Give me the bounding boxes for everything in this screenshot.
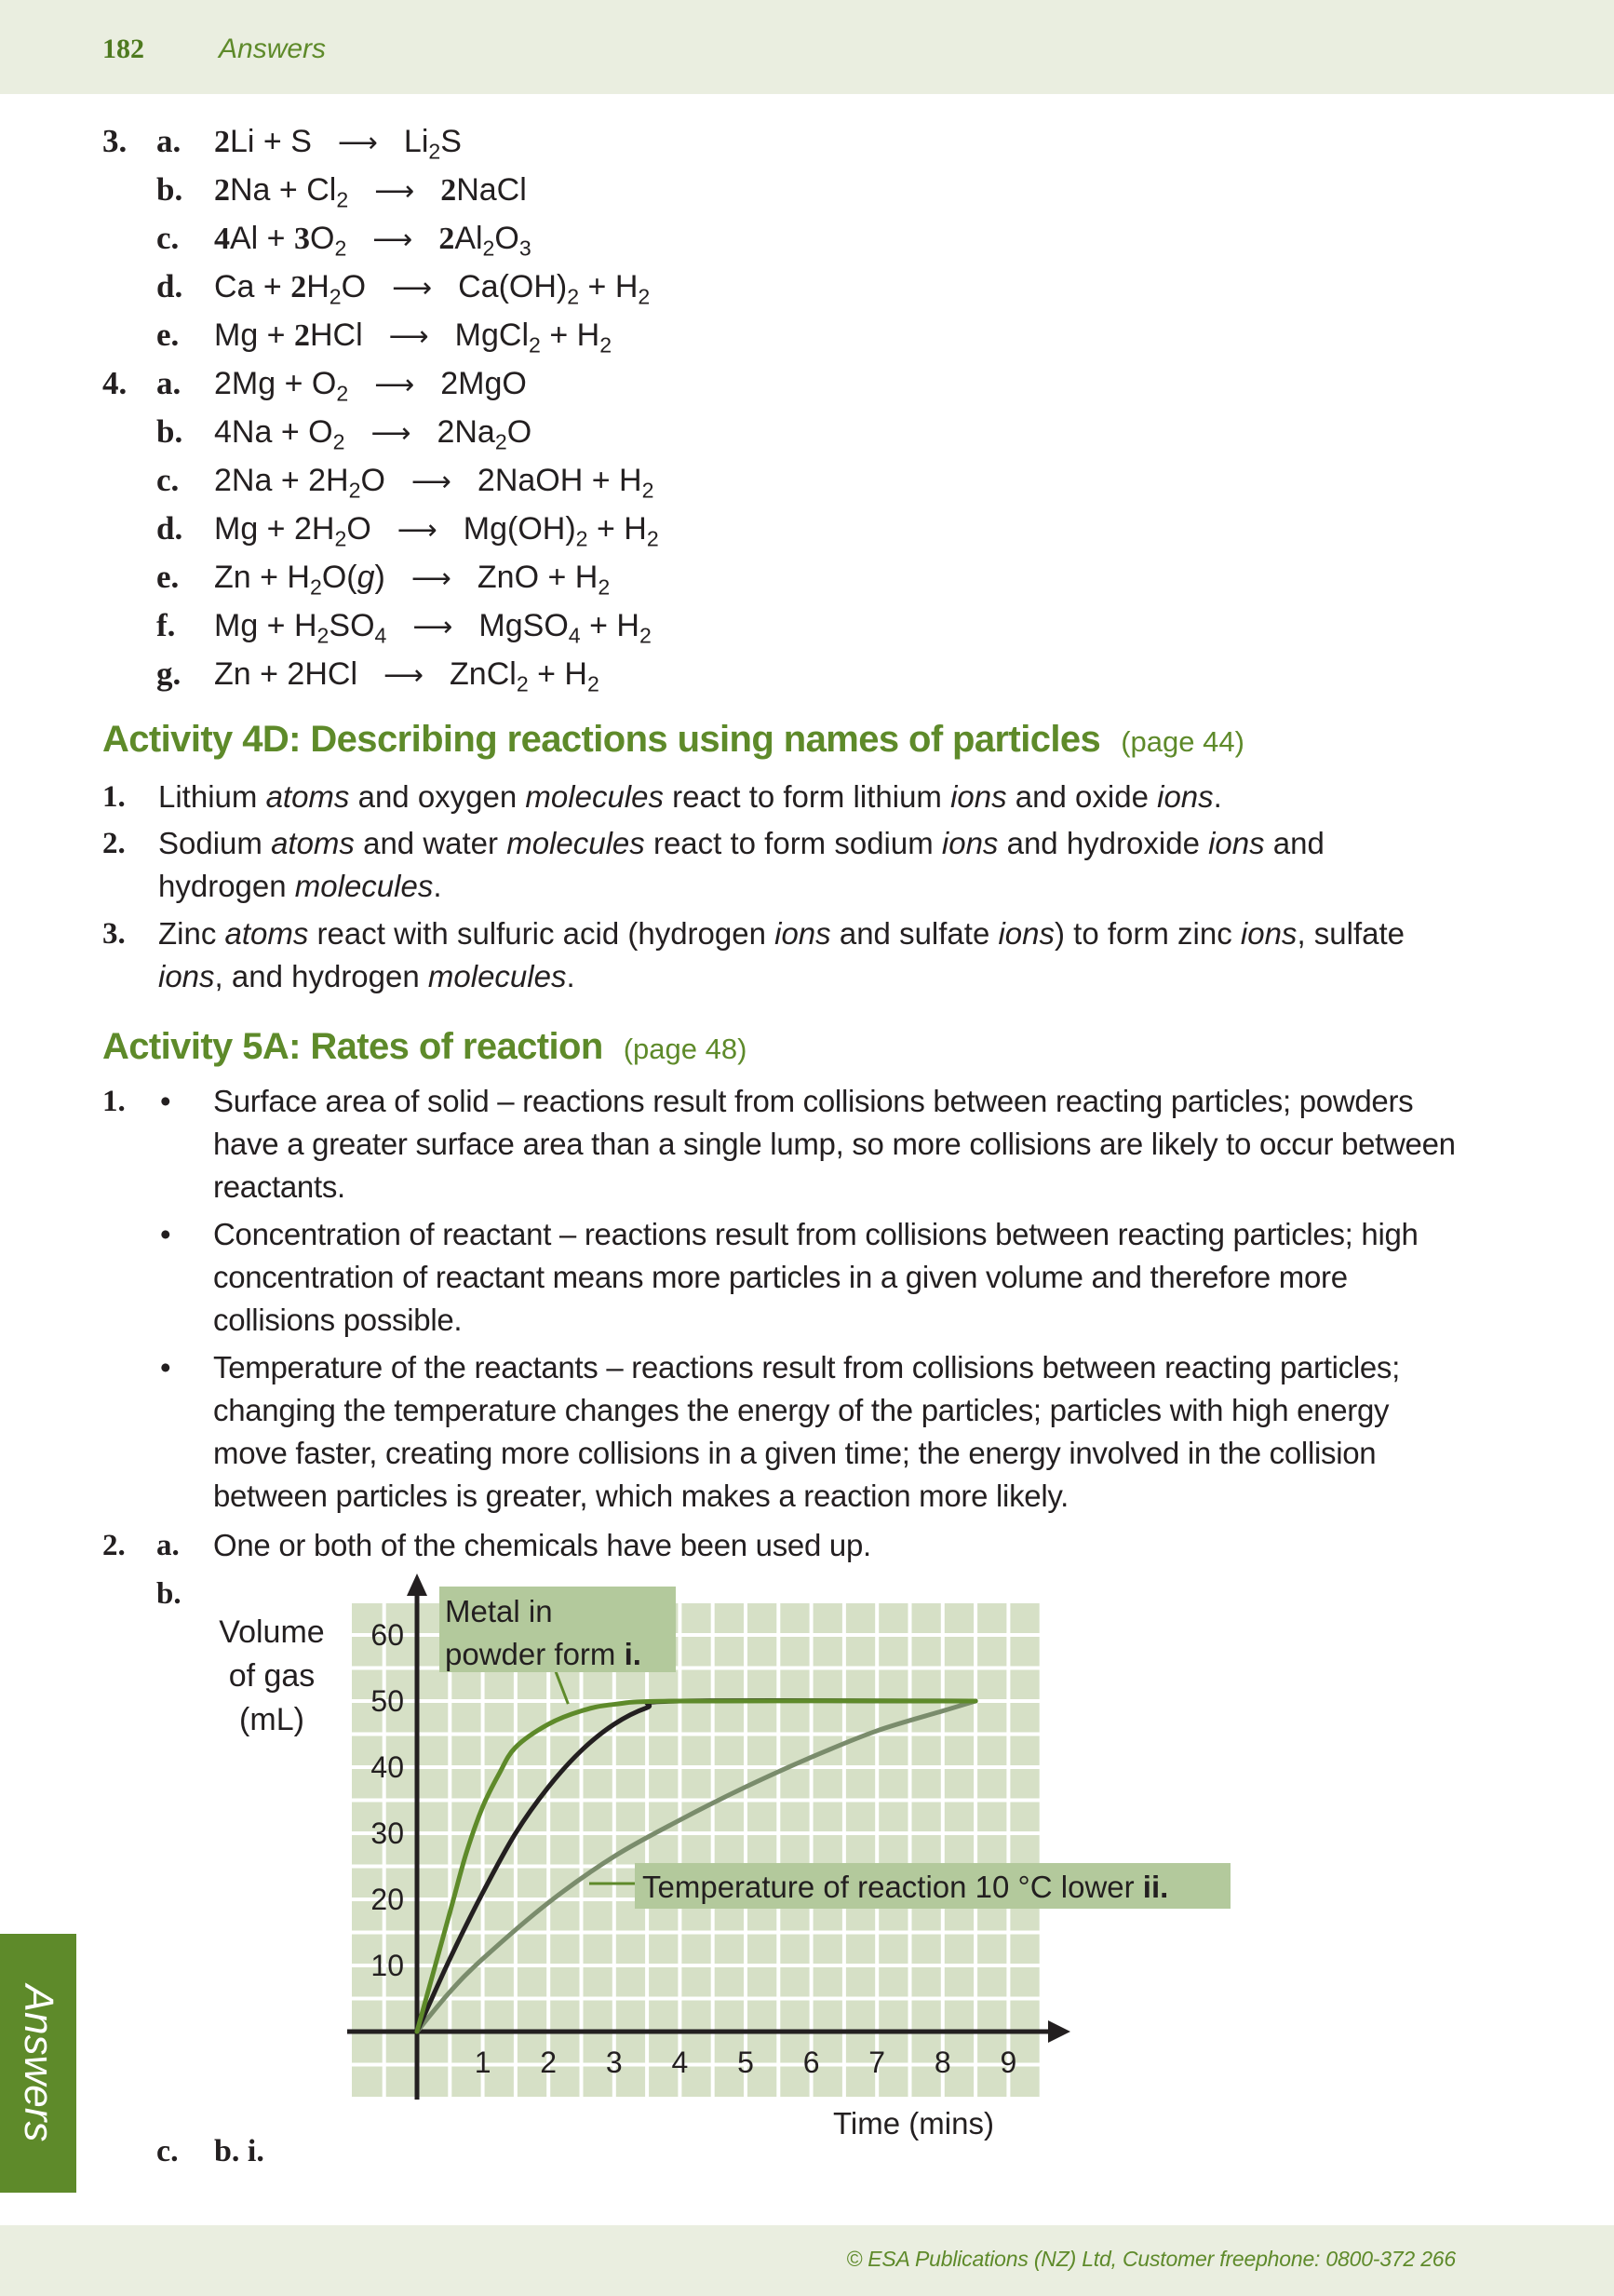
text-run: MgCl bbox=[454, 317, 530, 353]
text-run: Zinc bbox=[158, 916, 225, 951]
coefficient: 2 bbox=[290, 270, 307, 304]
subscript: 4 bbox=[568, 623, 581, 648]
italic-term: g bbox=[356, 560, 375, 595]
coefficient: 4 bbox=[214, 222, 230, 256]
text-run: and sulfate bbox=[830, 916, 999, 951]
italic-term: ions bbox=[1157, 779, 1214, 814]
arrow-icon: ⟶ bbox=[374, 370, 415, 400]
text-run: Zn + 2HCl bbox=[214, 656, 357, 692]
subscript: 2 bbox=[586, 671, 599, 696]
text-run: MgSO bbox=[478, 608, 569, 643]
italic-term: molecules bbox=[294, 869, 434, 903]
text-run: . bbox=[566, 959, 575, 993]
part-letter: a. bbox=[156, 123, 182, 159]
text-run: O bbox=[309, 221, 335, 256]
y-tick-label: 50 bbox=[370, 1684, 404, 1718]
arrow-icon: ⟶ bbox=[383, 660, 424, 691]
text-run: O bbox=[506, 414, 532, 450]
text-run: HCl bbox=[309, 317, 363, 353]
arrow-icon: ⟶ bbox=[337, 128, 378, 158]
coefficient: 2 bbox=[214, 173, 230, 208]
italic-term: atoms bbox=[224, 916, 309, 951]
subscript: 2 bbox=[494, 429, 507, 454]
x-tick-label: 3 bbox=[605, 2046, 623, 2079]
part-letter: d. bbox=[156, 510, 183, 547]
text-run: Mg(OH) bbox=[463, 511, 576, 547]
subscript: 2 bbox=[482, 236, 495, 261]
y-tick-label: 10 bbox=[370, 1949, 404, 1982]
text-run: S bbox=[440, 124, 462, 159]
arrow-icon: ⟶ bbox=[412, 612, 453, 642]
text-run: . bbox=[1213, 779, 1222, 814]
text-run: + H bbox=[540, 317, 600, 353]
arrow-icon: ⟶ bbox=[392, 273, 433, 304]
text-run: and oxygen bbox=[349, 779, 526, 814]
bullet-icon: • bbox=[160, 1350, 171, 1384]
text-run: , sulfate bbox=[1297, 916, 1406, 951]
running-head: Answers bbox=[219, 34, 327, 64]
arrow-icon: ⟶ bbox=[370, 418, 411, 449]
subscript: 2 bbox=[336, 381, 349, 406]
part-letter: c. bbox=[156, 220, 180, 256]
footer-copyright: © ESA Publications (NZ) Ltd, Customer freephone: 0800-372 266 bbox=[846, 2247, 1456, 2271]
text-run: O bbox=[494, 221, 519, 256]
activity-5a-title: Activity 5A: Rates of reaction bbox=[102, 1026, 603, 1067]
arrow-icon: ⟶ bbox=[374, 176, 415, 207]
subscript: 2 bbox=[529, 332, 541, 358]
text-run: 2Na bbox=[437, 414, 495, 450]
text-run: 2Na + 2H bbox=[214, 463, 349, 498]
x-axis-arrow-icon bbox=[1048, 2020, 1070, 2043]
text-run: react to form lithium bbox=[664, 779, 951, 814]
text-run: Ca(OH) bbox=[458, 269, 568, 304]
text-run: and oxide bbox=[1006, 779, 1158, 814]
page-number: 182 bbox=[102, 34, 144, 64]
coefficient: 3 bbox=[293, 222, 310, 256]
answer-number: 2. bbox=[102, 827, 126, 860]
q2a-letter: a. bbox=[156, 1529, 180, 1562]
part-letter: a. bbox=[156, 365, 182, 401]
subscript: 2 bbox=[639, 623, 652, 648]
y-label-line: of gas bbox=[228, 1658, 316, 1694]
italic-term: ions bbox=[950, 779, 1007, 814]
text-run: NaCl bbox=[456, 172, 527, 208]
subscript: 2 bbox=[638, 284, 651, 309]
text-run: 4Na + O bbox=[214, 414, 333, 450]
text-run: Li + S bbox=[230, 124, 312, 159]
text-run: . bbox=[433, 869, 442, 903]
y-axis-arrow-icon bbox=[407, 1573, 427, 1596]
subscript: 2 bbox=[567, 284, 580, 309]
text-run: H bbox=[306, 269, 330, 304]
x-tick-label: 2 bbox=[540, 2046, 558, 2079]
subscript: 2 bbox=[641, 478, 654, 503]
coefficient: 2 bbox=[214, 125, 230, 159]
part-letter: f. bbox=[156, 607, 176, 643]
annotation-bold-label: ii. bbox=[1142, 1870, 1169, 1904]
text-run: Al bbox=[454, 221, 483, 256]
subscript: 2 bbox=[428, 139, 441, 164]
y-tick-label: 40 bbox=[370, 1750, 404, 1784]
part-letter: b. bbox=[156, 413, 183, 450]
text-run: Li bbox=[403, 124, 429, 159]
q2-number: 2. bbox=[102, 1529, 126, 1562]
subscript: 4 bbox=[374, 623, 387, 648]
italic-term: molecules bbox=[506, 826, 645, 860]
text-run: ZnO + H bbox=[477, 560, 599, 595]
text-run: and water bbox=[354, 826, 507, 860]
italic-term: ions bbox=[998, 916, 1056, 951]
text-run: Na + Cl bbox=[230, 172, 337, 208]
italic-term: atoms bbox=[271, 826, 355, 860]
part-letter: e. bbox=[156, 317, 180, 353]
arrow-icon: ⟶ bbox=[388, 321, 429, 352]
answer-number: 1. bbox=[102, 780, 126, 814]
annotation-text: powder form i. bbox=[445, 1637, 641, 1671]
chart-x-axis-label: Time (mins) bbox=[833, 2106, 994, 2141]
text-run: Zn + H bbox=[214, 560, 310, 595]
bullet-icon: • bbox=[160, 1084, 171, 1118]
q2a-answer: One or both of the chemicals have been used up. bbox=[213, 1528, 871, 1562]
bullet-item-text: Temperature of the reactants – reactions result from collisions between reacting particles; changing the temperature changes the energy of the particles; particles with high energy move faster, creating more collisions in a given time; the energy involved in the collision between particles is greater, which makes a reaction more likely. bbox=[213, 1350, 1400, 1513]
italic-term: ions bbox=[1240, 916, 1298, 951]
activity-4d-page-ref: (page 44) bbox=[1121, 725, 1244, 758]
x-tick-label: 9 bbox=[1000, 2046, 1017, 2079]
q1-number: 1. bbox=[102, 1085, 126, 1118]
text-run: O bbox=[360, 463, 385, 498]
text-run: + H bbox=[579, 269, 639, 304]
text-run: + H bbox=[580, 608, 639, 643]
subscript: 2 bbox=[646, 526, 659, 551]
text-run: Mg + H bbox=[214, 608, 317, 643]
question-number: 3. bbox=[102, 123, 128, 159]
q2c-answer: b. i. bbox=[214, 2134, 264, 2168]
text-run: react to form sodium bbox=[644, 826, 942, 860]
answer-number: 3. bbox=[102, 917, 126, 951]
activity-5a-page-ref: (page 48) bbox=[623, 1033, 747, 1065]
y-label-line: (mL) bbox=[239, 1702, 304, 1737]
part-letter: b. bbox=[156, 171, 183, 208]
text-run: 2NaOH + H bbox=[477, 463, 642, 498]
subscript: 2 bbox=[575, 526, 588, 551]
text-run: ) to form zinc bbox=[1055, 916, 1241, 951]
subscript: 2 bbox=[598, 574, 611, 600]
annotation-bold-label: i. bbox=[624, 1637, 641, 1671]
text-run: , and hydrogen bbox=[214, 959, 428, 993]
text-run: SO bbox=[329, 608, 375, 643]
y-tick-label: 20 bbox=[370, 1883, 404, 1916]
subscript: 2 bbox=[329, 284, 342, 309]
arrow-icon: ⟶ bbox=[410, 466, 451, 497]
side-tab-label: Answers bbox=[16, 1984, 61, 2142]
italic-term: molecules bbox=[525, 779, 664, 814]
text-run: Mg + 2H bbox=[214, 511, 335, 547]
text-run: + H bbox=[528, 656, 587, 692]
text-run: O( bbox=[321, 560, 357, 595]
text-run: Ca + bbox=[214, 269, 291, 304]
arrow-icon: ⟶ bbox=[410, 563, 451, 594]
x-tick-label: 1 bbox=[474, 2046, 491, 2079]
italic-term: ions bbox=[774, 916, 831, 951]
arrow-icon: ⟶ bbox=[397, 515, 437, 546]
text-run: O bbox=[341, 269, 367, 304]
italic-term: molecules bbox=[427, 959, 567, 993]
text-run: + H bbox=[587, 511, 647, 547]
subscript: 2 bbox=[516, 671, 529, 696]
subscript: 2 bbox=[334, 526, 347, 551]
subscript: 2 bbox=[348, 478, 361, 503]
text-run: ) bbox=[374, 560, 385, 595]
x-tick-label: 8 bbox=[934, 2046, 951, 2079]
text-run: 2MgO bbox=[440, 366, 527, 401]
y-tick-label: 60 bbox=[370, 1618, 404, 1652]
subscript: 2 bbox=[599, 332, 612, 358]
annotation-text: Metal in bbox=[445, 1594, 553, 1628]
text-run: and hydroxide bbox=[998, 826, 1209, 860]
x-tick-label: 5 bbox=[737, 2046, 754, 2079]
coefficient: 2 bbox=[293, 318, 310, 353]
q2c-letter: c. bbox=[156, 2134, 179, 2168]
text-run: Sodium bbox=[158, 826, 272, 860]
part-letter: c. bbox=[156, 462, 180, 498]
question-number: 4. bbox=[102, 365, 128, 401]
annotation-text: Temperature of reaction 10 °C lower ii. bbox=[642, 1870, 1169, 1904]
bullet-item-text: Surface area of solid – reactions result from collisions between reacting particles; powders have a greater surface area than a single lump, so more collisions are likely to occur between reactants. bbox=[213, 1084, 1456, 1204]
side-tab bbox=[0, 1934, 76, 2193]
italic-term: atoms bbox=[265, 779, 350, 814]
text-run: Al + bbox=[230, 221, 294, 256]
bullet-icon: • bbox=[160, 1217, 171, 1251]
subscript: 3 bbox=[518, 236, 531, 261]
part-letter: d. bbox=[156, 268, 183, 304]
part-letter: e. bbox=[156, 559, 180, 595]
italic-term: ions bbox=[941, 826, 999, 860]
coefficient: 2 bbox=[438, 222, 455, 256]
text-run: Lithium bbox=[158, 779, 266, 814]
x-tick-label: 4 bbox=[671, 2046, 689, 2079]
q2b-letter: b. bbox=[156, 1577, 182, 1611]
text-run: Mg + bbox=[214, 317, 294, 353]
arrow-icon: ⟶ bbox=[372, 224, 413, 255]
text-run: and hydrogen bbox=[158, 826, 1325, 903]
italic-term: ions bbox=[1208, 826, 1265, 860]
text-run: react with sulfuric acid (hydrogen bbox=[308, 916, 775, 951]
coefficient: 2 bbox=[440, 173, 457, 208]
italic-term: ions bbox=[158, 959, 215, 993]
grid-background bbox=[352, 1603, 1042, 2097]
part-letter: g. bbox=[156, 655, 182, 692]
subscript: 2 bbox=[316, 623, 330, 648]
subscript: 2 bbox=[332, 429, 345, 454]
activity-4d-title: Activity 4D: Describing reactions using names of particles bbox=[102, 719, 1101, 760]
subscript: 2 bbox=[334, 236, 347, 261]
y-label-line: Volume bbox=[219, 1614, 325, 1650]
x-tick-label: 6 bbox=[802, 2046, 820, 2079]
bullet-item-text: Concentration of reactant – reactions result from collisions between reacting particles; high concentration of reactant means more particles in a given volume and therefore more collisions possible. bbox=[213, 1217, 1419, 1337]
y-tick-label: 30 bbox=[370, 1817, 404, 1850]
x-tick-label: 7 bbox=[868, 2046, 886, 2079]
subscript: 2 bbox=[309, 574, 322, 600]
text-run: O bbox=[346, 511, 371, 547]
subscript: 2 bbox=[336, 187, 349, 212]
text-run: 2Mg + O bbox=[214, 366, 337, 401]
text-run: ZnCl bbox=[450, 656, 517, 692]
